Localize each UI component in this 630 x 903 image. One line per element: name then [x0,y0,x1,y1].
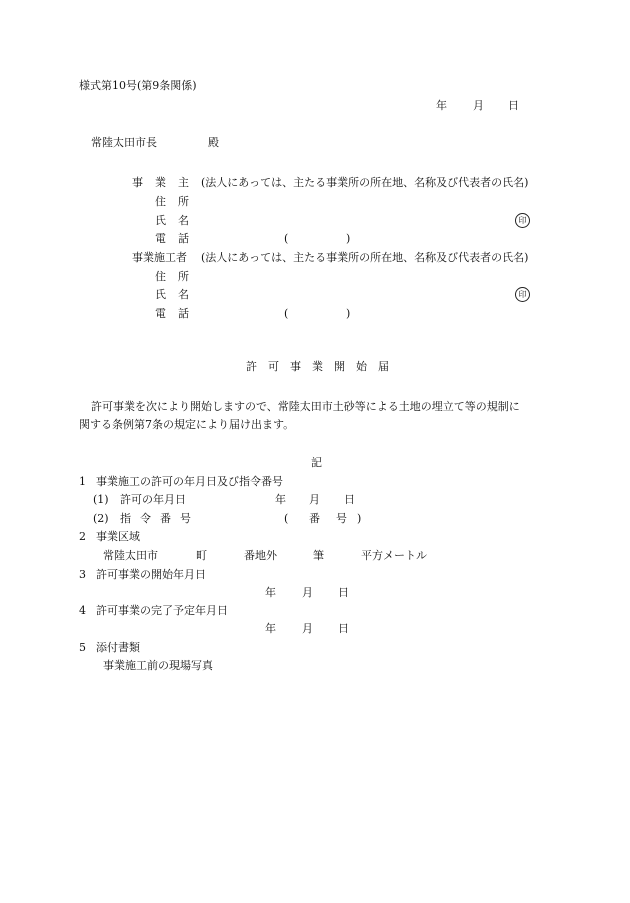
applicant-phone-paren-open: ( [284,232,289,245]
item-1-2-label-char-2: 令 [140,512,151,525]
applicant-phone-2: 話 [178,232,189,245]
title-char-2: 可 [268,360,279,373]
applicant-phone-1: 電 [155,232,166,245]
form-number: 様式第10号(第9条関係) [79,79,197,92]
document-title [246,361,400,372]
item-4-month: 月 [302,622,313,635]
item-3-label: 許可事業の開始年月日 [96,568,206,581]
item-1-2-paren-close: ) [357,512,362,525]
item-3-number: 3 [79,568,86,581]
item-1-2-label-char-3: 番 [160,512,171,525]
title-char-1: 許 [246,360,257,373]
title-char-4: 業 [312,360,323,373]
applicant-address-2: 所 [178,195,189,208]
item-1-2-paren-open: ( [284,512,289,525]
body-line-1: 許可事業を次により開始しますので、常陸太田市土砂等による土地の埋立て等の規制に [91,400,520,413]
applicant-heading-3: 主 [178,176,189,189]
date-month: 月 [473,99,484,112]
item-2-banchi: 番地外 [244,549,277,562]
item-2-label: 事業区域 [96,530,140,543]
item-1-2-label-char-1: 指 [120,512,131,525]
item-1-1-month: 月 [309,493,320,506]
item-5-number: 5 [79,641,86,654]
contractor-heading: 事業施工者 [132,251,187,264]
ki-heading: 記 [311,456,322,469]
contractor-address-1: 住 [155,270,166,283]
item-1-1-number: (1) [93,493,109,506]
item-3-month: 月 [302,586,313,599]
addressee-name: 常陸太田市長 [91,136,157,149]
item-1-1-year: 年 [275,493,286,506]
item-5-label: 添付書類 [96,641,140,654]
body-line-2: 関する条例第7条の規定により届け出ます。 [79,418,295,431]
item-1-2-number: (2) [93,512,109,525]
contractor-phone-paren-open: ( [284,307,289,320]
contractor-phone-2: 話 [178,307,189,320]
title-char-3: 事 [290,360,301,373]
date-day: 日 [508,99,519,112]
applicant-phone-paren-close: ) [346,232,351,245]
item-3-day: 日 [338,586,349,599]
applicant-note: (法人にあっては、主たる事業所の所在地、名称及び代表者の氏名) [201,176,529,189]
applicant-heading-1: 事 [132,176,143,189]
item-2-city: 常陸太田市 [103,549,158,562]
item-1-2-label-char-4: 号 [180,512,191,525]
item-1-2-ban: 番 [309,512,320,525]
title-char-6: 始 [356,360,367,373]
title-char-7: 届 [378,360,389,373]
item-4-year: 年 [265,622,276,635]
item-4-label: 許可事業の完了予定年月日 [96,604,228,617]
item-1-2-go: 号 [336,512,347,525]
contractor-name-2: 名 [178,288,189,301]
applicant-address-1: 住 [155,195,166,208]
item-1-number: 1 [79,475,86,488]
item-1-label: 事業施工の許可の年月日及び指令番号 [96,475,283,488]
item-2-hitsu: 筆 [313,549,324,562]
date-year: 年 [436,99,447,112]
item-2-unit: 平方メートル [361,549,427,562]
contractor-note: (法人にあっては、主たる事業所の所在地、名称及び代表者の氏名) [201,251,529,264]
applicant-seal-mark: 印 [515,213,530,228]
item-1-2-label [120,513,200,524]
applicant-name-1: 氏 [155,214,166,227]
title-char-5: 開 [334,360,345,373]
contractor-name-1: 氏 [155,288,166,301]
item-5-attachment: 事業施工前の現場写真 [103,659,213,672]
applicant-heading-2: 業 [155,176,166,189]
addressee-honorific: 殿 [208,136,219,149]
contractor-seal-mark: 印 [515,287,530,302]
item-1-1-label: 許可の年月日 [120,493,186,506]
item-2-town: 町 [196,549,207,562]
item-2-number: 2 [79,530,86,543]
item-1-1-day: 日 [344,493,355,506]
item-3-year: 年 [265,586,276,599]
item-4-number: 4 [79,604,86,617]
contractor-phone-1: 電 [155,307,166,320]
contractor-phone-paren-close: ) [346,307,351,320]
contractor-address-2: 所 [178,270,189,283]
applicant-name-2: 名 [178,214,189,227]
item-4-day: 日 [338,622,349,635]
